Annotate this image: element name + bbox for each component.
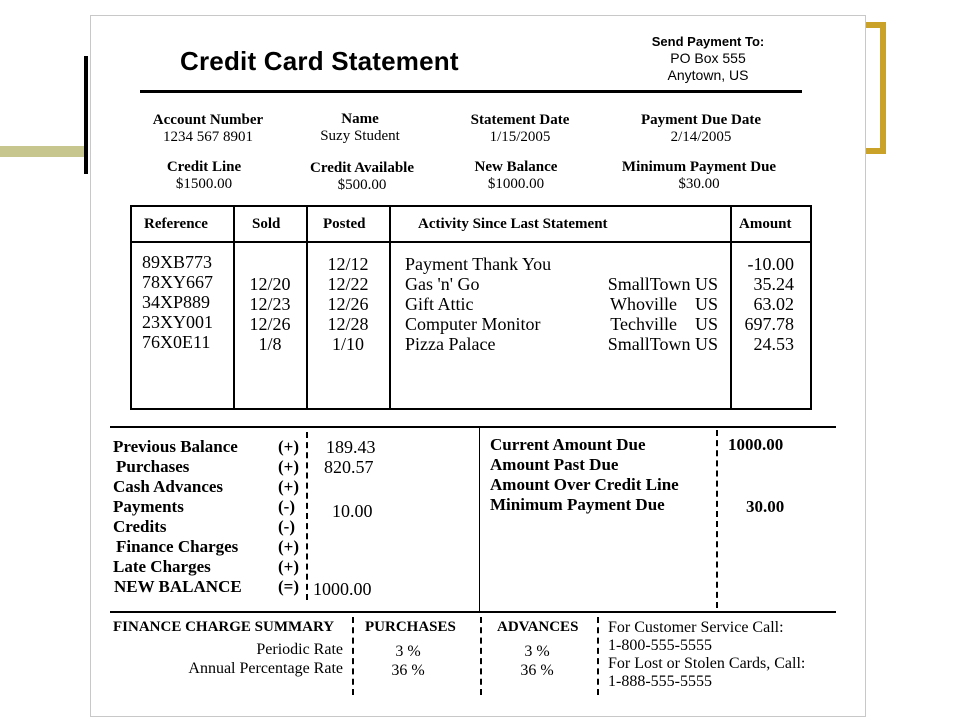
credit-line-value: $1500.00 [175,176,233,192]
reference-cell: 89XB773 [142,252,213,272]
account-number-value: 1234 567 8901 [163,129,253,145]
payments-label: Payments [113,497,184,516]
name-value: Suzy Student [320,128,400,144]
decorative-black-bar [84,56,88,174]
finance-divider [480,617,482,695]
description-column [405,254,551,354]
table-divider [730,207,732,408]
amount-past-due-label: Amount Past Due [490,455,619,474]
decorative-green-bar [0,146,86,157]
reference-cell: 23XY001 [142,312,213,332]
current-amount-due-value: 1000.00 [728,435,784,454]
advances-periodic-rate: 3 % [524,643,550,660]
sign-cell: (+) [278,457,300,476]
location-cell: Whoville US [610,294,718,314]
payment-due-date-field [620,112,782,146]
reference-cell: 76X0E11 [142,332,211,352]
new-balance-field [456,159,576,193]
new-balance-label: New Balance [474,159,558,175]
decorative-gold-bracket [866,22,886,154]
lost-cards-phone: 1-888-555-5555 [608,673,712,690]
credit-available-value: $500.00 [337,177,387,193]
current-amount-due-label: Current Amount Due [490,435,646,454]
sign-cell: (-) [278,517,295,536]
posted-cell: 1/10 [331,334,364,354]
minimum-payment-due-value: 30.00 [746,497,785,516]
finance-divider [352,617,354,695]
reference-cell: 78XY667 [142,272,213,292]
activity-header: Activity Since Last Statement [418,216,608,232]
posted-cell: 12/22 [327,274,369,294]
amount-header: Amount [739,216,792,232]
send-payment-line1: PO Box 555 [670,50,746,66]
sold-cell: 12/23 [249,294,291,314]
send-payment-label: Send Payment To: [651,34,765,49]
finance-charges-label: Finance Charges [116,537,239,556]
credit-line-label: Credit Line [166,159,242,175]
posted-cell: 12/12 [327,254,369,274]
sold-header: Sold [252,216,281,232]
sign-cell: (+) [278,557,300,576]
customer-service-phone: 1-800-555-5555 [608,637,712,654]
credit-available-label: Credit Available [309,160,415,176]
posted-cell: 12/26 [327,294,369,314]
minimum-payment-due-label: Minimum Payment Due [490,495,665,514]
description-cell: Pizza Palace [405,334,496,354]
sign-cell: (+) [278,537,300,556]
rate-labels [140,640,343,678]
sign-cell: (+) [278,477,300,496]
finance-divider [597,617,599,695]
purchases-periodic-rate: 3 % [395,643,421,660]
new-balance-value: $1000.00 [487,176,545,192]
amount-cell: 24.53 [753,334,794,354]
purchases-heading: PURCHASES [365,619,456,635]
purchases-label: Purchases [116,457,190,476]
balance-section-divider [479,428,480,611]
balance-signs [278,437,299,597]
sold-cell: 12/20 [249,274,291,294]
location-cell: Techville US [610,314,718,334]
name-label: Name [341,111,379,127]
location-cell: SmallTown US [607,334,718,354]
sign-cell: (+) [278,437,300,456]
credit-available-field [296,160,428,194]
location-column [608,274,718,354]
payment-due-date-value: 2/14/2005 [670,129,732,145]
reference-cell: 34XP889 [142,292,211,312]
amount-cell: 697.78 [744,314,794,334]
advances-heading: ADVANCES [497,619,579,635]
reference-header: Reference [144,216,208,232]
amount-cell: 35.24 [753,274,794,294]
sign-cell: (=) [278,577,300,596]
periodic-rate-label: Periodic Rate [256,641,343,658]
account-number-field [140,112,276,146]
balance-value-divider [306,432,308,600]
purchases-apr: 36 % [391,662,425,679]
credit-line-field [150,159,258,193]
table-divider [389,207,391,408]
send-payment-block [628,33,788,84]
payments-value: 10.00 [332,501,373,521]
posted-cell: 12/28 [327,314,369,334]
posted-header: Posted [323,216,366,232]
amounts-due-labels [490,435,679,515]
statement-date-field [450,112,590,146]
payment-due-date-label: Payment Due Date [641,112,761,128]
new-balance-summary-value: 1000.00 [313,579,372,599]
amounts-due-divider [716,430,718,608]
description-cell: Payment Thank You [405,254,552,274]
title-divider [140,90,802,93]
posted-column [308,254,388,354]
account-number-label: Account Number [152,112,264,128]
previous-balance-label: Previous Balance [113,437,238,456]
table-header-divider [132,241,810,243]
amount-column [745,254,795,354]
balance-values [314,437,376,477]
transactions-table [130,205,812,410]
description-cell: Computer Monitor [405,314,541,334]
statement-date-value: 1/15/2005 [489,129,551,145]
minimum-payment-field [604,159,794,193]
amount-cell: 63.02 [753,294,794,314]
minimum-payment-value: $30.00 [678,176,720,192]
name-field [300,111,420,145]
lost-cards-label: For Lost or Stolen Cards, Call: [608,655,806,672]
credits-label: Credits [113,517,167,536]
purchases-rates [370,642,446,680]
advances-rates [499,642,575,680]
customer-service-block [608,619,805,691]
apr-label: Annual Percentage Rate [188,660,343,677]
minimum-payment-label: Minimum Payment Due [621,159,777,175]
purchases-value: 820.57 [324,457,374,477]
balance-labels [113,437,242,597]
reference-column [142,252,213,352]
description-cell: Gas 'n' Go [405,274,480,294]
previous-balance-value: 189.43 [326,437,376,457]
send-payment-line2: Anytown, US [667,67,749,83]
amount-cell: -10.00 [747,254,794,274]
sold-cell: 12/26 [249,314,291,334]
location-cell: SmallTown US [607,274,718,294]
customer-service-label: For Customer Service Call: [608,619,784,636]
late-charges-label: Late Charges [113,557,211,576]
sold-column [235,274,305,354]
statement-date-label: Statement Date [470,112,570,128]
description-cell: Gift Attic [405,294,474,314]
advances-apr: 36 % [520,662,554,679]
cash-advances-label: Cash Advances [113,477,224,496]
statement-title: Credit Card Statement [180,46,459,76]
new-balance-summary-label: NEW BALANCE [114,577,242,596]
amount-over-credit-line-label: Amount Over Credit Line [490,475,679,494]
balance-section-top-rule [110,426,836,428]
sold-cell: 1/8 [258,334,282,354]
balance-section-bottom-rule [110,611,836,613]
sign-cell: (-) [278,497,295,516]
finance-summary-heading: FINANCE CHARGE SUMMARY [113,619,335,635]
